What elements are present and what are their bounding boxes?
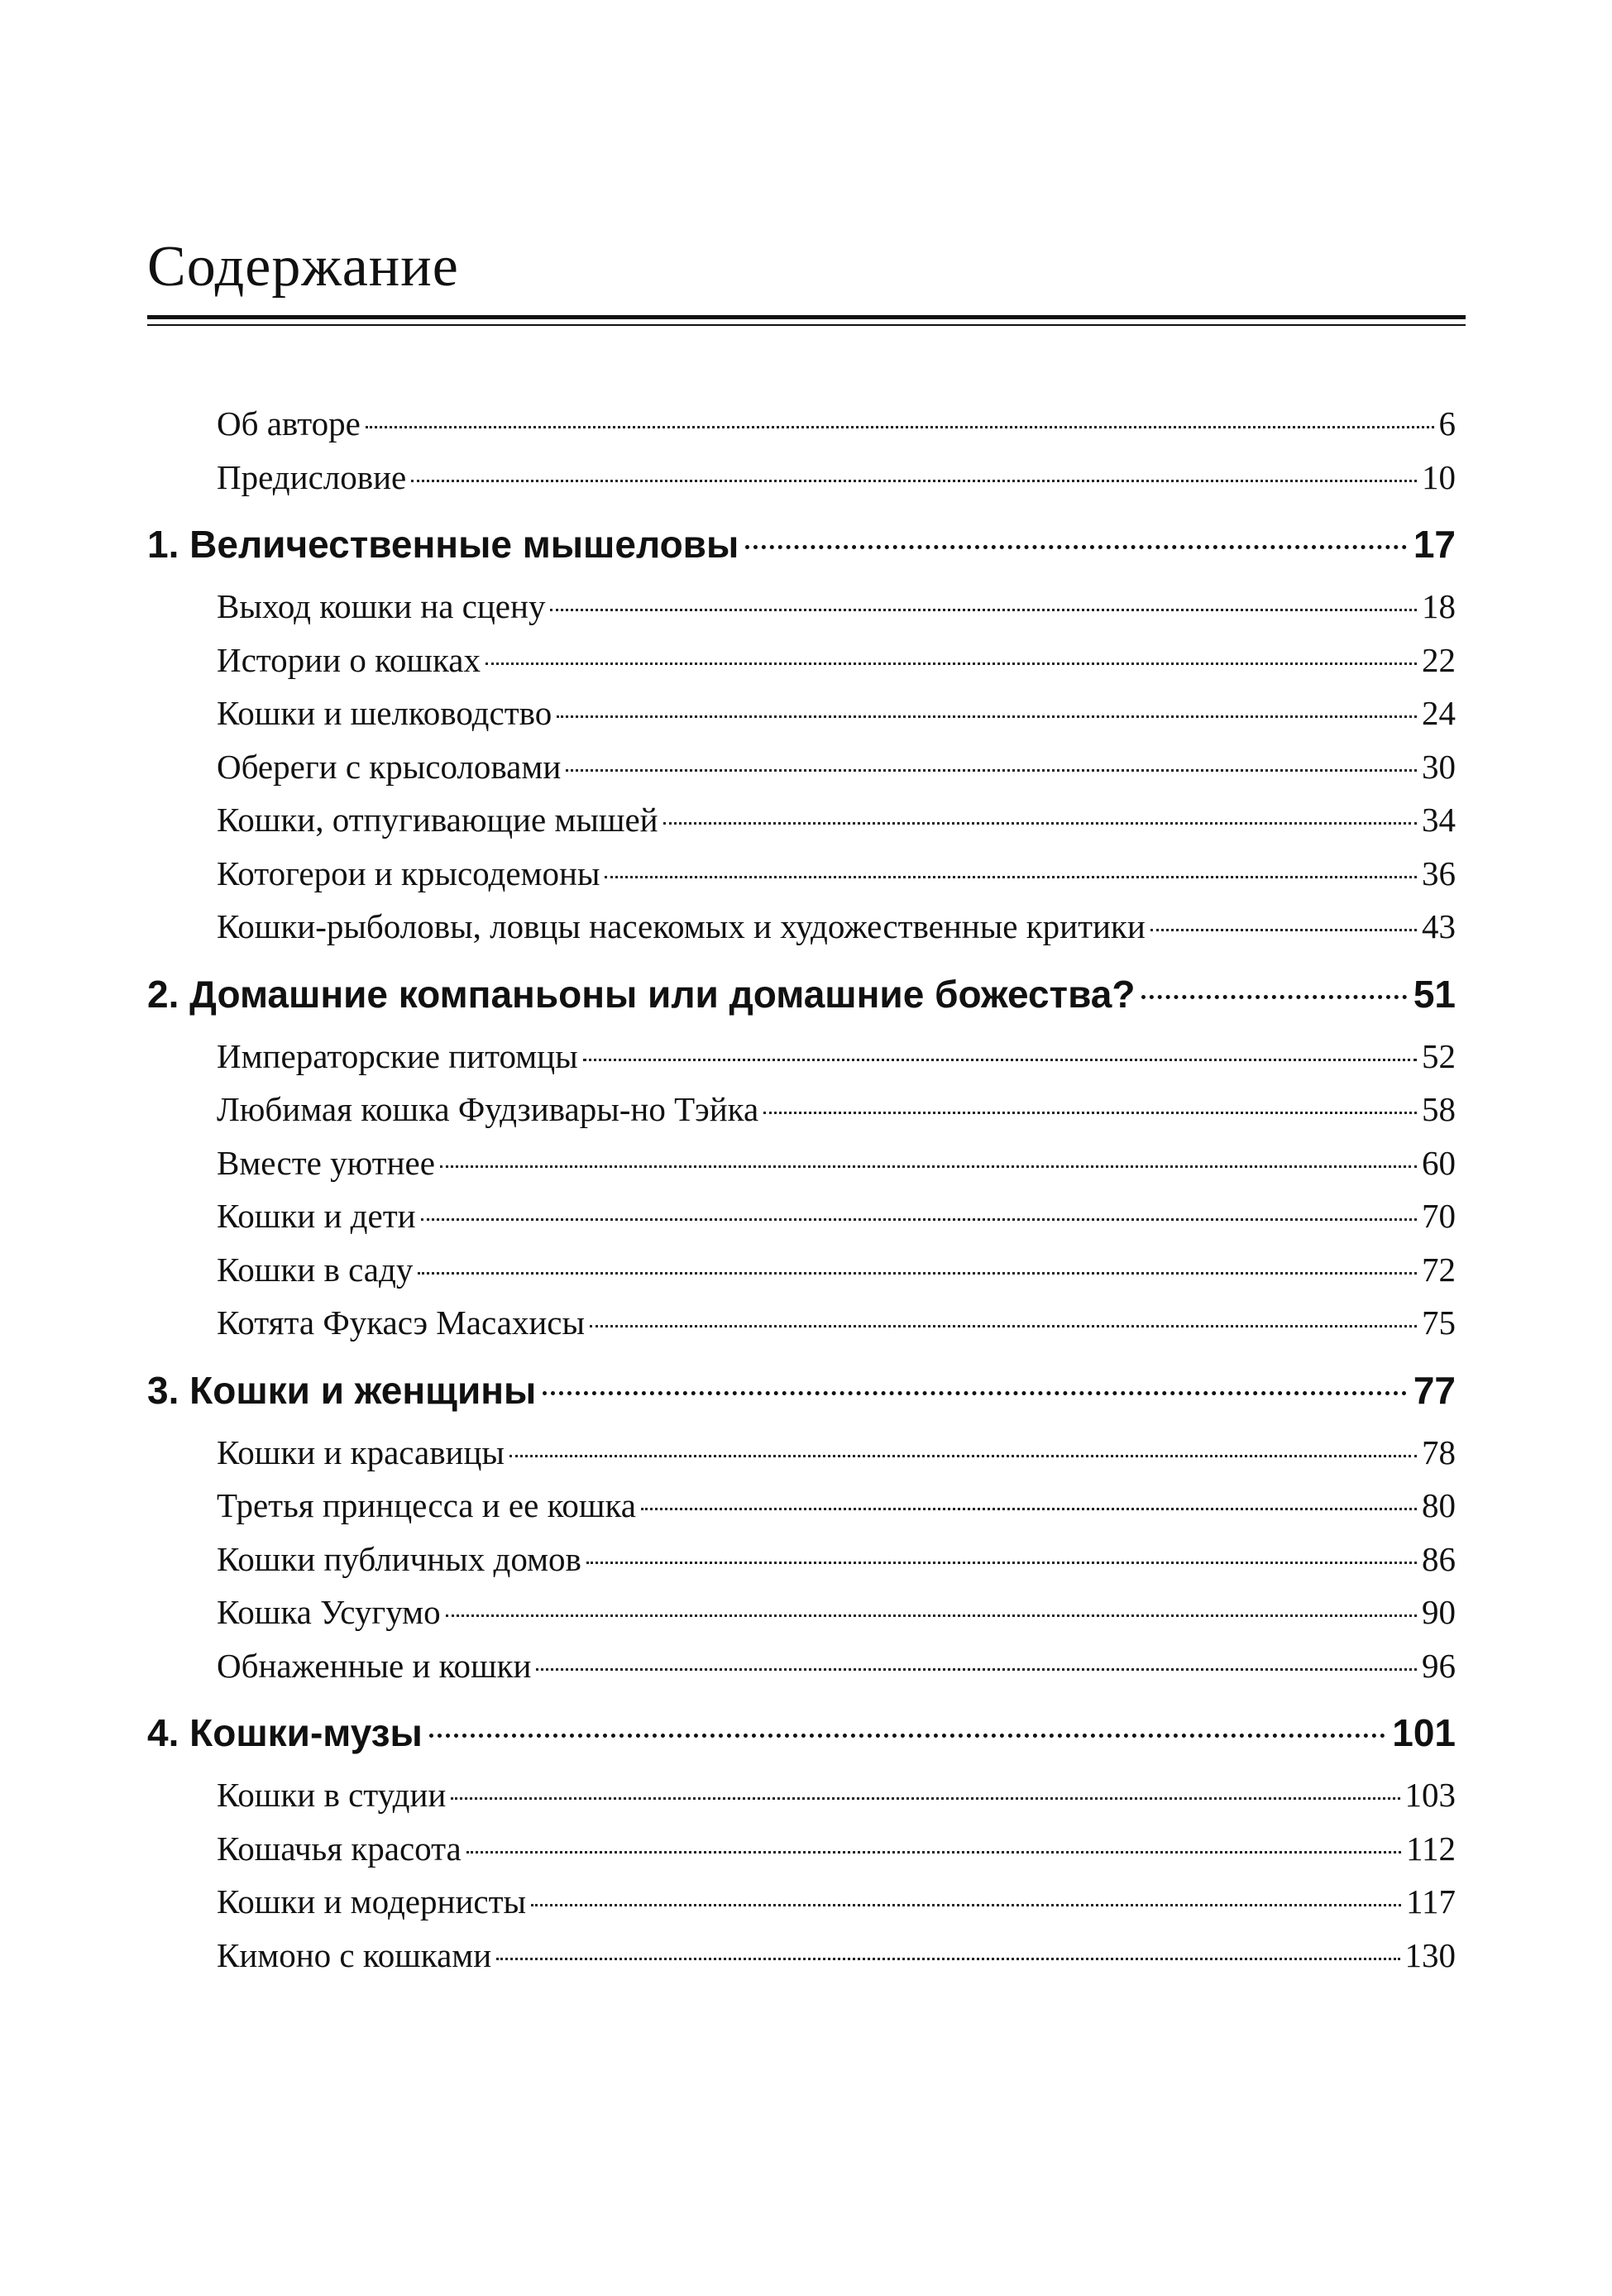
toc-entry-label: Кошки и красавицы	[217, 1433, 505, 1471]
dot-leader	[496, 1958, 1399, 1960]
toc-chapter-label: 1. Величественные мышеловы	[147, 523, 739, 566]
toc-entry-page: 86	[1422, 1539, 1456, 1578]
toc-entry[interactable]	[147, 1533, 1456, 1586]
toc-entry-page: 103	[1404, 1776, 1456, 1814]
toc-chapter-label: 2. Домашние компаньоны или домашние божества?	[147, 972, 1136, 1016]
toc-entry[interactable]	[147, 1030, 1456, 1083]
dot-leader	[466, 1851, 1401, 1854]
toc-entry-label: Кошки в саду	[217, 1250, 414, 1289]
toc-entry-label: Обереги с крысоловами	[217, 747, 562, 786]
toc-entry-label: Кошка Усугумо	[217, 1593, 441, 1631]
toc-entry[interactable]	[147, 1875, 1456, 1929]
toc-entry-label: Третья принцесса и ее кошка	[217, 1486, 636, 1524]
dot-leader	[745, 545, 1407, 549]
toc-chapter-label: 3. Кошки и женщины	[147, 1368, 537, 1412]
dot-leader	[429, 1734, 1385, 1738]
toc-entry-label: Предисловие	[217, 457, 407, 496]
dot-leader	[583, 1059, 1417, 1061]
dot-leader	[543, 1391, 1406, 1395]
toc-chapter-page: 17	[1413, 523, 1456, 566]
toc-entry-label: Истории о кошках	[217, 640, 481, 679]
dot-leader	[550, 609, 1417, 611]
toc-entry-label: Любимая кошка Фудзивары-но Тэйка	[217, 1090, 759, 1128]
toc-entry-label: Обнаженные и кошки	[217, 1646, 532, 1685]
toc-entry-page: 36	[1422, 854, 1456, 892]
toc-chapter-1[interactable]	[147, 504, 1456, 580]
toc-entry-label: Кошки и шелководство	[217, 694, 552, 732]
toc-entry[interactable]	[147, 1296, 1456, 1350]
toc-entry-label: Об авторе	[217, 404, 361, 442]
dot-leader	[486, 662, 1417, 665]
toc-entry[interactable]	[147, 1768, 1456, 1822]
toc-chapter-2[interactable]	[147, 954, 1456, 1030]
toc-entry-page: 112	[1406, 1829, 1456, 1868]
dot-leader	[421, 1218, 1417, 1221]
title-rule-thin	[147, 324, 1466, 326]
dot-leader	[1141, 995, 1406, 999]
toc-entry[interactable]	[147, 1639, 1456, 1693]
toc-entry-page: 58	[1422, 1090, 1456, 1128]
toc-entry-page: 52	[1422, 1036, 1456, 1075]
dot-leader	[590, 1325, 1417, 1327]
dot-leader	[586, 1562, 1417, 1564]
toc-entry-label: Кимоно с кошками	[217, 1935, 492, 1974]
toc-entry[interactable]	[147, 1136, 1456, 1190]
toc-entry[interactable]	[147, 1083, 1456, 1136]
toc-entry-page: 96	[1422, 1646, 1456, 1685]
table-of-contents	[147, 397, 1456, 1982]
toc-entry-page: 43	[1422, 907, 1456, 945]
toc-entry-label: Вместе уютнее	[217, 1143, 435, 1182]
toc-entry-page: 75	[1422, 1303, 1456, 1342]
toc-entry[interactable]	[147, 847, 1456, 901]
toc-chapter-page: 101	[1392, 1711, 1456, 1754]
toc-entry-label: Кошки-рыболовы, ловцы насекомых и художественные критики	[217, 907, 1146, 945]
toc-entry-page: 10	[1422, 457, 1456, 496]
toc-chapter-page: 77	[1413, 1368, 1456, 1412]
toc-entry-label: Императорские питомцы	[217, 1036, 578, 1075]
toc-chapter-4[interactable]	[147, 1692, 1456, 1768]
toc-entry[interactable]	[147, 397, 1456, 451]
toc-entry-label: Кошки и дети	[217, 1197, 416, 1235]
toc-entry[interactable]	[147, 1479, 1456, 1533]
toc-entry[interactable]	[147, 900, 1456, 954]
dot-leader	[566, 769, 1417, 772]
toc-chapter-label: 4. Кошки-музы	[147, 1711, 423, 1754]
dot-leader	[641, 1508, 1417, 1510]
toc-chapter-3[interactable]	[147, 1350, 1456, 1426]
dot-leader	[451, 1797, 1399, 1800]
toc-entry-page: 130	[1404, 1935, 1456, 1974]
dot-leader	[411, 480, 1417, 482]
dot-leader	[531, 1904, 1401, 1906]
dot-leader	[1150, 929, 1417, 931]
toc-entry-label: Котогерои и крысодемоны	[217, 854, 600, 892]
toc-entry-page: 30	[1422, 747, 1456, 786]
toc-entry-label: Кошачья красота	[217, 1829, 462, 1868]
toc-entry[interactable]	[147, 451, 1456, 505]
toc-entry-page: 70	[1422, 1197, 1456, 1235]
toc-chapter-page: 51	[1413, 972, 1456, 1016]
toc-entry-label: Кошки и модернисты	[217, 1882, 527, 1921]
toc-entry-page: 117	[1406, 1882, 1456, 1921]
toc-entry-page: 90	[1422, 1593, 1456, 1631]
toc-entry-label: Кошки публичных домов	[217, 1539, 581, 1578]
dot-leader	[557, 715, 1417, 718]
toc-entry[interactable]	[147, 686, 1456, 740]
toc-entry-label: Котята Фукасэ Масахисы	[217, 1303, 586, 1342]
dot-leader	[366, 426, 1434, 428]
toc-entry-page: 24	[1422, 694, 1456, 732]
toc-entry[interactable]	[147, 580, 1456, 634]
dot-leader	[509, 1455, 1417, 1457]
toc-entry[interactable]	[147, 740, 1456, 794]
toc-entry-page: 78	[1422, 1433, 1456, 1471]
toc-entry-label: Кошки, отпугивающие мышей	[217, 801, 658, 839]
toc-entry[interactable]	[147, 1586, 1456, 1639]
dot-leader	[536, 1668, 1417, 1671]
dot-leader	[446, 1614, 1417, 1617]
dot-leader	[418, 1272, 1417, 1275]
toc-entry[interactable]	[147, 1929, 1456, 1983]
toc-entry[interactable]	[147, 634, 1456, 687]
toc-entry-page: 72	[1422, 1250, 1456, 1289]
toc-entry-page: 60	[1422, 1143, 1456, 1182]
page-title: Содержание	[147, 235, 459, 299]
toc-entry[interactable]	[147, 1822, 1456, 1876]
toc-entry-label: Выход кошки на сцену	[217, 587, 546, 625]
toc-entry[interactable]	[147, 793, 1456, 847]
toc-entry-page: 34	[1422, 801, 1456, 839]
toc-entry-page: 18	[1422, 587, 1456, 625]
toc-entry-label: Кошки в студии	[217, 1776, 447, 1814]
toc-entry[interactable]	[147, 1426, 1456, 1480]
dot-leader	[440, 1165, 1417, 1168]
dot-leader	[605, 876, 1417, 878]
title-rule-thick	[147, 315, 1466, 319]
toc-entry[interactable]	[147, 1243, 1456, 1297]
dot-leader	[763, 1112, 1417, 1114]
dot-leader	[663, 822, 1417, 825]
toc-entry-page: 22	[1422, 640, 1456, 679]
toc-entry-page: 80	[1422, 1486, 1456, 1524]
toc-entry-page: 6	[1438, 404, 1456, 442]
toc-entry[interactable]	[147, 1189, 1456, 1243]
